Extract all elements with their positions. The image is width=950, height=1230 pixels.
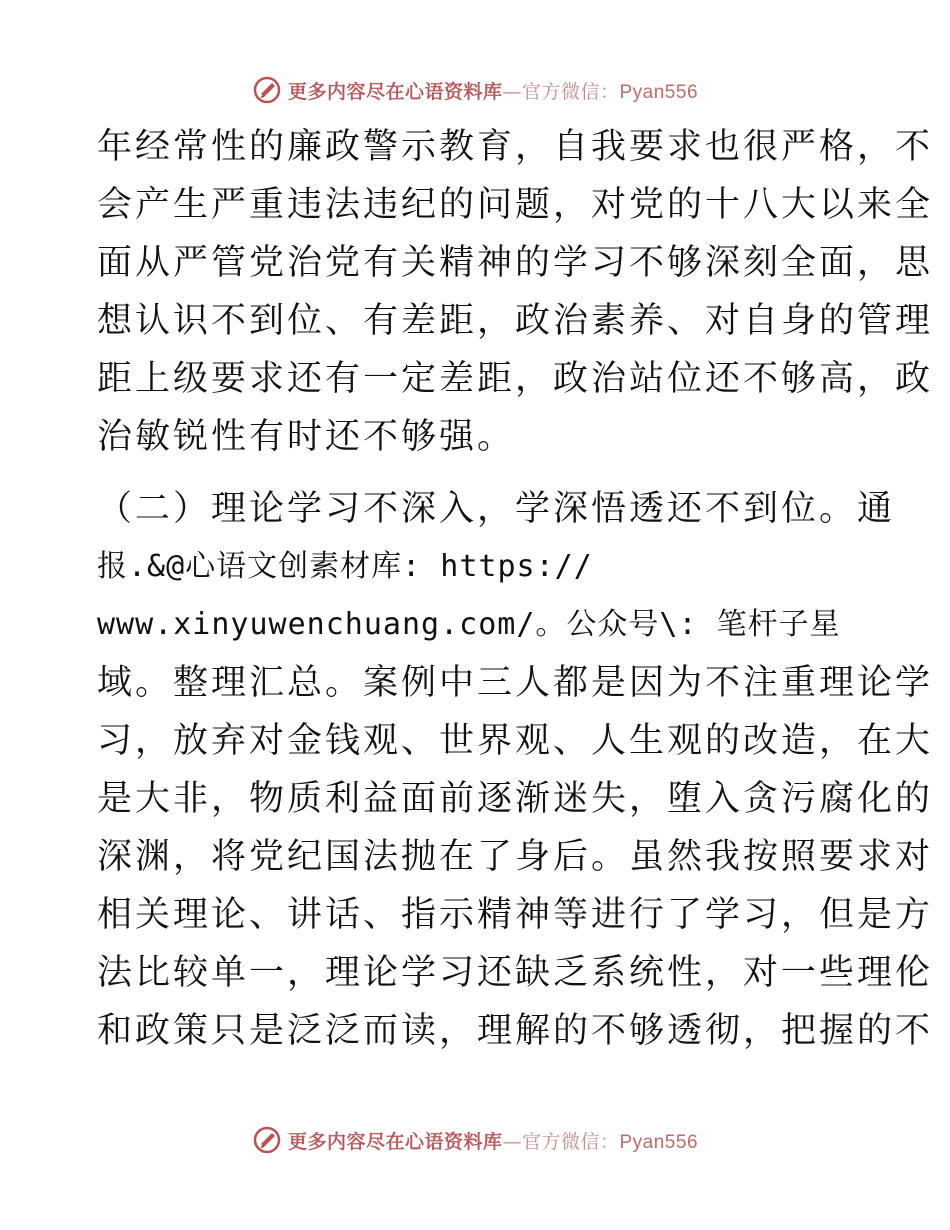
header-suffix: 官方微信：: [521, 80, 620, 103]
text-line: 是大非，物质利益面前逐渐迷失，堕入贪污腐化的: [97, 779, 934, 819]
footer-title: 更多内容尽在心语资料库: [287, 1130, 503, 1153]
text-line: 和政策只是泛泛而读，理解的不够透彻，把握的不: [97, 1011, 934, 1051]
logo-icon: [252, 1125, 282, 1155]
section-heading-line: （二）理论学习不深入，学深悟透还不到位。通: [97, 489, 896, 529]
header-banner: [0, 70, 950, 110]
footer-text: [288, 1127, 698, 1154]
paragraph-1: [97, 118, 934, 466]
text-line: 相关理论、讲话、指示精神等进行了学习，但是方: [97, 895, 934, 935]
footer-banner: [0, 1120, 950, 1160]
text-line: 法比较单一，理论学习还缺乏系统性，对一些理伦: [97, 953, 934, 993]
source-line: 报.&@心语文创素材库: https://: [97, 549, 593, 584]
header-text: [288, 77, 698, 104]
text-line: 想认识不到位、有差距，政治素养、对自身的管理: [97, 301, 934, 341]
text-line: 年经常性的廉政警示教育，自我要求也很严格，不: [97, 127, 934, 167]
footer-dash: —: [502, 1130, 522, 1153]
paragraph-gap: [97, 466, 857, 480]
text-line: 域。整理汇总。案例中三人都是因为不注重理论学: [97, 663, 934, 703]
text-line: 深渊，将党纪国法抛在了身后。虽然我按照要求对: [97, 837, 934, 877]
text-line: 距上级要求还有一定差距，政治站位还不够高，政: [97, 359, 934, 399]
header-dash: —: [502, 80, 522, 103]
header-wechat-id: Pyan556: [619, 81, 699, 103]
url-line: www.xinyuwenchuang.com/。公众号\: 笔杆子星: [97, 607, 841, 642]
document-body: [97, 118, 934, 1060]
text-line: 治敏锐性有时还不够强。: [97, 417, 516, 457]
footer-wechat-id: Pyan556: [619, 1131, 699, 1153]
text-line: 面从严管党治党有关精神的学习不够深刻全面，思: [97, 243, 934, 283]
logo-icon: [252, 75, 282, 105]
paragraph-2: [97, 480, 934, 1060]
text-line: 会产生严重违法违纪的问题，对党的十八大以来全: [97, 185, 934, 225]
footer-suffix: 官方微信：: [521, 1130, 620, 1153]
text-line: 习，放弃对金钱观、世界观、人生观的改造，在大: [97, 721, 934, 761]
header-title: 更多内容尽在心语资料库: [287, 80, 503, 103]
